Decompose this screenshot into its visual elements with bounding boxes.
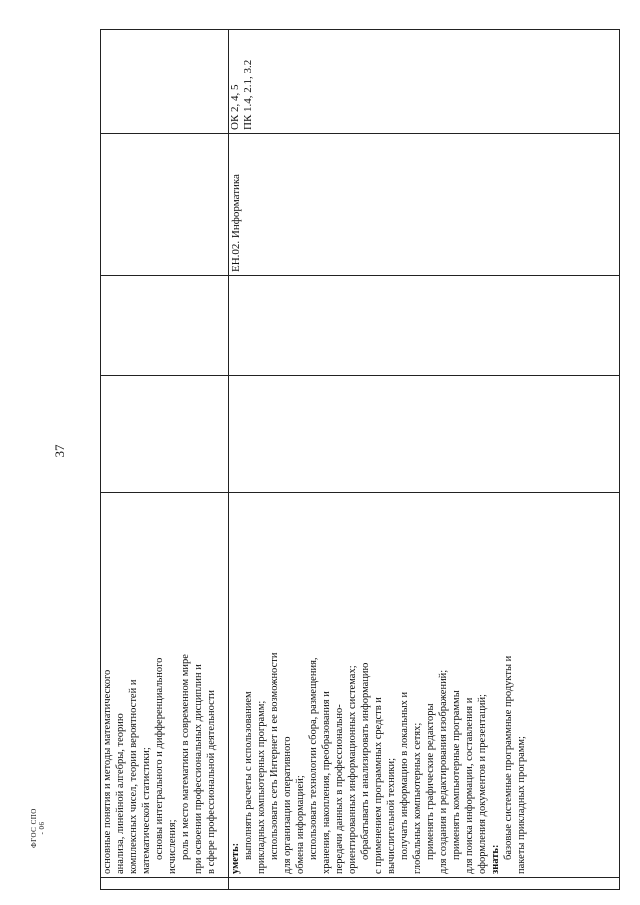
text-line: в сфере профессиональной деятельности xyxy=(206,689,217,874)
text-line: прикладных компьютерных программ; xyxy=(256,700,267,874)
text-line: получать информацию в локальных и xyxy=(399,691,410,860)
text-line: оформления документов и презентаций; xyxy=(477,694,488,874)
text-line: использовать сеть Интернет и ее возможности xyxy=(269,652,280,860)
competencies-cell xyxy=(229,30,620,134)
footer-standard-mark: ФГОС СПО - 06 xyxy=(30,808,46,848)
discipline-name: ЕН.02. Информатика xyxy=(230,174,242,272)
text-line: роль и место математики в современном мире xyxy=(180,654,191,860)
text-line: при освоении профессиональных дисциплин и xyxy=(193,664,204,874)
table-cell-empty xyxy=(101,376,229,493)
text-line: применять компьютерные программы xyxy=(451,690,462,860)
text-line: основы интегрального и дифференциального xyxy=(154,657,165,860)
text-line: обмена информацией; xyxy=(295,775,306,874)
text-line: базовые системные программные продукты и xyxy=(503,655,514,860)
table-cell-empty xyxy=(101,134,229,276)
text-line: хранения, накопления, преобразования и xyxy=(321,691,332,874)
text-line: передачи данных в профессионально- xyxy=(334,704,345,874)
text-line: использовать технологии сбора, размещения, xyxy=(308,657,319,860)
rotated-page-content xyxy=(100,30,620,890)
text-line: для организации оперативного xyxy=(282,736,293,874)
text-line: обрабатывать и анализировать информацию xyxy=(360,662,371,860)
skills-knowledge-cell xyxy=(229,493,620,878)
text-line: с применением программных средств и xyxy=(373,697,384,874)
text-line: для поиска информации, составления и xyxy=(464,697,475,874)
text-line: анализа, линейной алгебры, теорию xyxy=(115,713,126,874)
table-cell-empty xyxy=(101,276,229,376)
page-number: 37 xyxy=(52,444,67,458)
knowledge-cell-upper xyxy=(101,493,229,878)
text-line: ориентированных информационных системах; xyxy=(347,665,358,874)
text-line: выполнять расчеты с использованием xyxy=(243,691,254,860)
discipline-cell xyxy=(229,134,620,276)
skills-label: уметь: xyxy=(230,842,241,874)
text-line: глобальных компьютерных сетях; xyxy=(412,722,423,874)
curriculum-table xyxy=(100,29,620,890)
text-line: математической статистики; xyxy=(141,747,152,874)
competency-codes-ok: ОК 2, 4, 5 xyxy=(229,84,241,130)
text-line: пакеты прикладных программ; xyxy=(516,736,527,874)
table-row xyxy=(101,30,229,890)
table-cell-empty xyxy=(229,878,620,890)
text-line: для создания и редактирования изображений; xyxy=(438,669,449,874)
table-row xyxy=(229,30,620,890)
text-line: основные понятия и методы математического xyxy=(102,669,113,874)
table-cell-empty xyxy=(229,276,620,376)
table-cell-empty xyxy=(101,30,229,134)
table-cell-empty xyxy=(101,878,229,890)
text-line: комплексных чисел, теории вероятностей и xyxy=(128,679,139,874)
text-line: исчисления; xyxy=(167,819,178,874)
text-line: вычислительной техники; xyxy=(386,757,397,874)
text-line: применять графические редакторы xyxy=(425,703,436,860)
knowledge-label: знать: xyxy=(490,844,501,874)
competency-codes-pk: ПК 1.4, 2.1, 3.2 xyxy=(242,59,254,130)
table-cell-empty xyxy=(229,376,620,493)
